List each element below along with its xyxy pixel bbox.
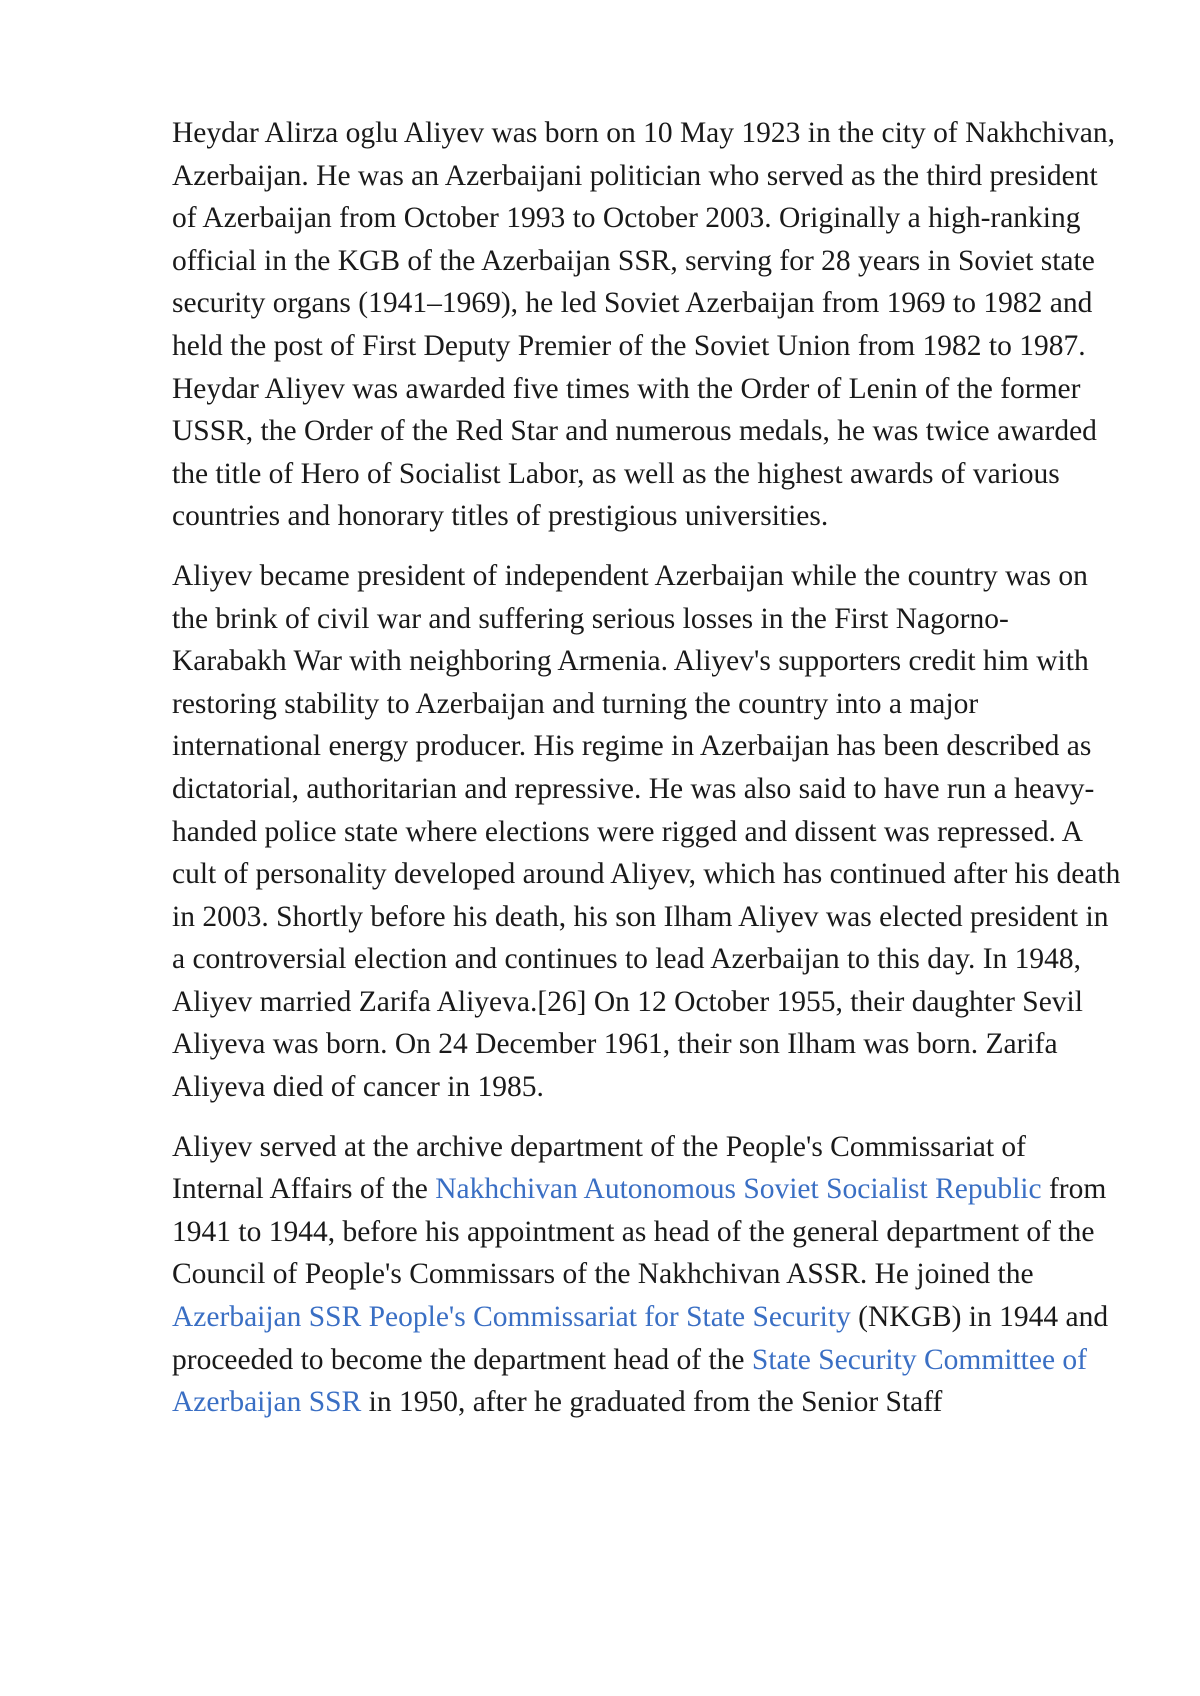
paragraph-presidency: Aliyev became president of independent Azerbaijan while the country was on the brink of civil war and suffering serious losses in the First Nagorno-Karabakh War with neighboring Armenia. Aliyev's supporters credit him with restoring stability to Azerbaijan and turning the country into a major international energy producer. His regime in Azerbaijan has been described as dictatorial, authoritarian and repressive. He was also said to have run a heavy-handed police state where elections were rigged and dissent was repressed. A cult of personality developed around Aliyev, which has continued after his death in 2003. Shortly before his death, his son Ilham Aliyev was elected president in a controversial election and continues to lead Azerbaijan to this day. In 1948, Aliyev married Zarifa Aliyeva.[26] On 12 October 1955, their daughter Sevil Aliyeva was born. On 24 December 1961, their son Ilham was born. Zarifa Aliyeva died of cancer in 1985. (172, 559, 1121, 1104)
link-nkgb[interactable]: Azerbaijan SSR People's Commissariat for State Security (172, 1301, 851, 1334)
career-text-1: Aliyev served at the archive department of the People's Commissariat of Internal Affairs of the (172, 1130, 1027, 1206)
career-text-4: in 1950, after he graduated from the Senior Staff (361, 1386, 943, 1419)
article-body (172, 112, 1122, 1441)
link-state-security-committee[interactable]: State Security Committee of Azerbaijan SSR (172, 1343, 1087, 1419)
career-text-2: from 1941 to 1944, before his appointment as head of the general department of the Council of People's Commissars of the Nakhchivan ASSR. He joined the (172, 1173, 1107, 1291)
career-text-3: (NKGB) in 1944 and proceeded to become the department head of the (172, 1301, 1109, 1376)
paragraph-biography: Heydar Alirza oglu Aliyev was born on 10 May 1923 in the city of Nakhchivan, Azerbaijan. He was an Azerbaijani politician who served as the third president of Azerbaijan from October 1993 to October 2003. Originally a high-ranking official in the KGB of the Azerbaijan SSR, serving for 28 years in Soviet state security organs (1941–1969), he led Soviet Azerbaijan from 1969 to 1982 and held the post of First Deputy Premier of the Soviet Union from 1982 to 1987. Heydar Aliyev was awarded five times with the Order of Lenin of the former USSR, the Order of the Red Star and numerous medals, he was twice awarded the title of Hero of Socialist Labor, as well as the highest awards of various countries and honorary titles of prestigious universities. (172, 117, 1115, 533)
paragraph-career (172, 1126, 1122, 1424)
link-nakhchivan-assr[interactable]: Nakhchivan Autonomous Soviet Socialist Republic (435, 1173, 1042, 1206)
